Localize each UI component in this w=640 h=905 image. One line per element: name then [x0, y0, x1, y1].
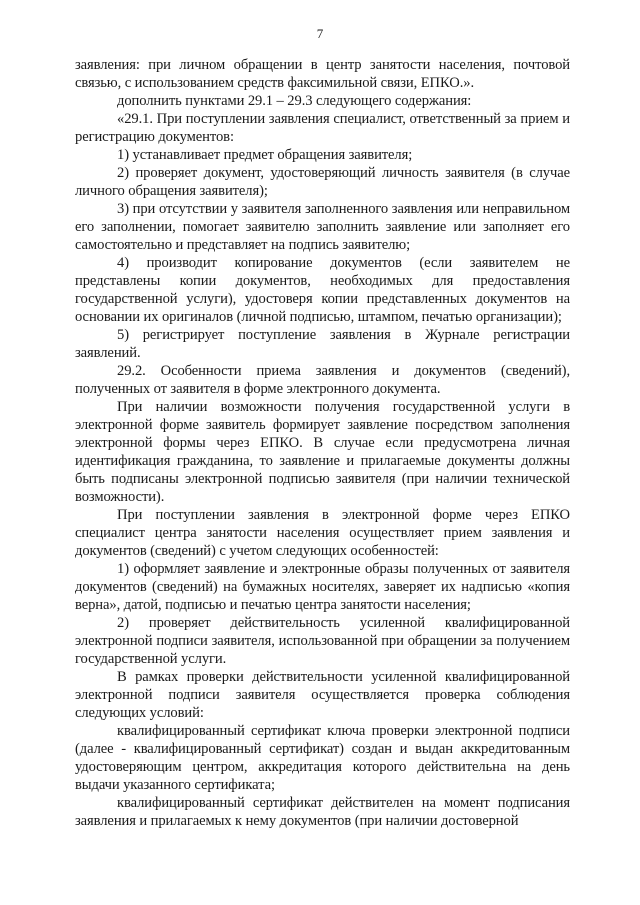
paragraph: При поступлении заявления в электронной форме через ЕПКО специалист центра занятости населения осуществляет прием заявления и документов (сведений) с учетом следующих особенностей:	[75, 507, 570, 559]
list-item: 2) проверяет документ, удостоверяющий личность заявителя (в случае личного обращения заявителя);	[75, 165, 570, 199]
paragraph: При наличии возможности получения государственной услуги в электронной форме заявитель формирует заявление посредством заполнения электронной формы через ЕПКО. В случае если предусмотрена личная идентификация гражданина, то заявление и прилагаемые документы должны быть подписаны электронной подписью заявителя (при наличии технической возможности).	[75, 399, 570, 505]
paragraph: 29.2. Особенности приема заявления и документов (сведений), полученных от заявителя в форме электронного документа.	[75, 363, 570, 397]
list-item: 1) оформляет заявление и электронные образы полученных от заявителя документов (сведений) на бумажных носителях, заверяет их надписью «копия верна», датой, подписью и печатью центра занятости населения;	[75, 561, 570, 613]
paragraph: заявления: при личном обращении в центр занятости населения, почтовой связью, с использованием средств факсимильной связи, ЕПКО.».	[75, 57, 570, 91]
page-number: 7	[316, 26, 324, 41]
list-item: 4) производит копирование документов (если заявителем не представлены копии документов, необходимых для предоставления государственной услуги), удостоверя копии представленных документов на основании их оригиналов (личной подписью, штампом, печатью организации);	[75, 255, 570, 325]
paragraph: квалифицированный сертификат ключа проверки электронной подписи (далее - квалифицированный сертификат) создан и выдан аккредитованным удостоверяющим центром, аккредитация которого действительна на день выдачи указанного сертификата;	[75, 723, 570, 793]
list-item: 5) регистрирует поступление заявления в Журнале регистрации заявлений.	[75, 327, 570, 361]
paragraph: «29.1. При поступлении заявления специалист, ответственный за прием и регистрацию документов:	[75, 111, 570, 145]
list-item: 2) проверяет действительность усиленной квалифицированной электронной подписи заявителя, использованной при обращении за получением государственной услуги.	[75, 615, 570, 667]
document-body	[75, 56, 570, 830]
list-item: 3) при отсутствии у заявителя заполненного заявления или неправильном его заполнении, помогает заявителю заполнить заявление или заполняет его самостоятельно и представляет на подпись заявителю;	[75, 201, 570, 253]
paragraph: В рамках проверки действительности усиленной квалифицированной электронной подписи заявителя осуществляется проверка соблюдения следующих условий:	[75, 669, 570, 721]
list-item: 1) устанавливает предмет обращения заявителя;	[117, 147, 413, 163]
paragraph: квалифицированный сертификат действителен на момент подписания заявления и прилагаемых к нему документов (при наличии достоверной	[75, 795, 570, 829]
paragraph: дополнить пунктами 29.1 – 29.3 следующего содержания:	[117, 93, 472, 109]
